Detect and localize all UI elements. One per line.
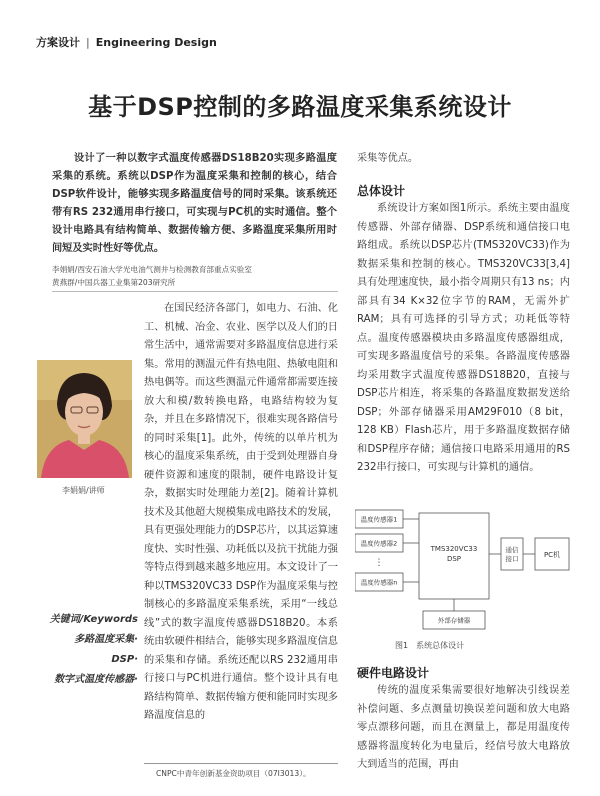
keywords-label: 关键词/Keywords bbox=[49, 614, 138, 625]
section-heading-hardware-design: 硬件电路设计 bbox=[357, 666, 430, 680]
author-line: 李娟娟/西安石油大学光电油气测井与检测教育部重点实验室 bbox=[52, 265, 252, 274]
body-text-overall-design: 系统设计方案如图1所示。系统主要由温度传感器、外部存储器、DSP系统和通信接口电路组成。系统以DSP芯片(TMS320VC33)作为数据采集和控制的核心。TMS320VC33[3,4]具有处理速度快，最小指令周期只有13 ns；内部具有34 K×32位字节的RAM，无需外扩RAM；具有可选择的引导方式；功耗低等特点。温度传感器模块由多路温度传感器组成，可实现多路温度信号的采集。各路温度传感器均采用数字式温度传感器DS18B20，直接与DSP芯片相连，将采集的各路温度数据发送给DSP；外部存储器采用AM29F010（8 bit，128 KB）Flash芯片，用于多路温度数据存储和DSP程序存储；通信接口电路采用通用的RS 232串行接口，可实现与计算机的通信。 bbox=[357, 203, 570, 473]
body-text-hardware-design: 传统的温度采集需要很好地解决引线误差补偿问题、多点测量切换误差问题和放大电路零点漂移问题，而且在测量上，都是用温度传感器将温度转化为电量后，经信号放大电路放大到适当的范围，再由 bbox=[357, 685, 570, 770]
article-title: 基于DSP控制的多路温度采集系统设计 bbox=[88, 93, 512, 121]
abstract: 设计了一种以数字式温度传感器DS18B20实现多路温度采集的系统。系统以DSP作为温度采集和控制的核心，结合DSP软件设计，能够实现多路温度信号的同时采集。该系统还带有RS 232通用串行接口，可实现与PC机的实时通信。整个设计电路具有结构简单、数据传输方便、多路温度采集所用时间短及实时性好等优点。 bbox=[52, 153, 337, 254]
dsp-label: DSP bbox=[446, 555, 462, 563]
footnote: CNPC中青年创新基金资助项目（07I3013）。 bbox=[156, 769, 311, 778]
system-block-diagram bbox=[355, 507, 570, 637]
keyword: 多路温度采集· bbox=[74, 634, 138, 645]
journal-header bbox=[36, 34, 217, 50]
body-text-right-top: 采集等优点。 bbox=[357, 153, 419, 164]
section-label-cn: 方案设计 bbox=[36, 36, 80, 49]
keyword: DSP· bbox=[111, 654, 138, 665]
comm-label: 接口 bbox=[505, 555, 519, 563]
footnote-divider bbox=[144, 763, 338, 764]
section-heading-overall-design: 总体设计 bbox=[357, 184, 406, 198]
section-label-en: Engineering Design bbox=[95, 36, 217, 49]
author-photo bbox=[37, 360, 132, 478]
figure-caption: 图1 系统总体设计 bbox=[395, 641, 465, 650]
pc-label: PC机 bbox=[543, 551, 561, 559]
sensor-label: 温度传感器1 bbox=[360, 515, 398, 524]
ellipsis: ⋮ bbox=[374, 558, 384, 568]
comm-label: 通信 bbox=[505, 546, 519, 554]
comm-interface-box bbox=[501, 538, 523, 570]
keyword: 数字式温度传感器· bbox=[54, 674, 138, 685]
sensor-label: 温度传感器n bbox=[360, 578, 398, 587]
dsp-label: TMS320VC33 bbox=[430, 545, 478, 553]
sensor-label: 温度传感器2 bbox=[360, 539, 398, 548]
keywords-block bbox=[40, 610, 138, 690]
author-line: 黄燕群/中国兵器工业集第203研究所 bbox=[52, 278, 176, 287]
photo-caption: 李娟娟/讲师 bbox=[62, 486, 105, 495]
author-affiliations bbox=[52, 263, 337, 289]
memory-label: 外部存储器 bbox=[437, 616, 471, 625]
header-separator: | bbox=[86, 36, 90, 49]
body-text-left: 在国民经济各部门，如电力、石油、化工、机械、冶金、农业、医学以及人们的日常生活中，通常需要对多路温度信息进行采集。常用的测温元件有热电阻、热敏电阻和热电偶等。而这些测温元件通常都需要连接放大和模/数转换电路，电路结构较为复杂，并且在多路情况下，很难实现各路信号的同时采集[1]。此外，传统的以单片机为核心的温度采集系统，由于受到处理器自身硬件资源和速度的限制，硬件电路设计复杂，数据实时处理能力差[2]。随着计算机技术及其他超大规模集成电路技术的发展，具有更强处理能力的DSP芯片，以其运算速度快、实时性强、功耗低以及抗干扰能力强等特点得到越来越多地应用。本文设计了一种以TMS320VC33 DSP作为温度采集与控制核心的多路温度采集系统，采用“一线总线”式的数字温度传感器DS18B20。本系统由软硬件相结合，能够实现多路温度信息的采集和存储。系统还配以RS 232通用串行接口与PC机进行通信。整个设计具有电路结构简单、数据传输方便和能同时实现多路温度信息的 bbox=[144, 303, 338, 721]
divider bbox=[52, 291, 338, 292]
